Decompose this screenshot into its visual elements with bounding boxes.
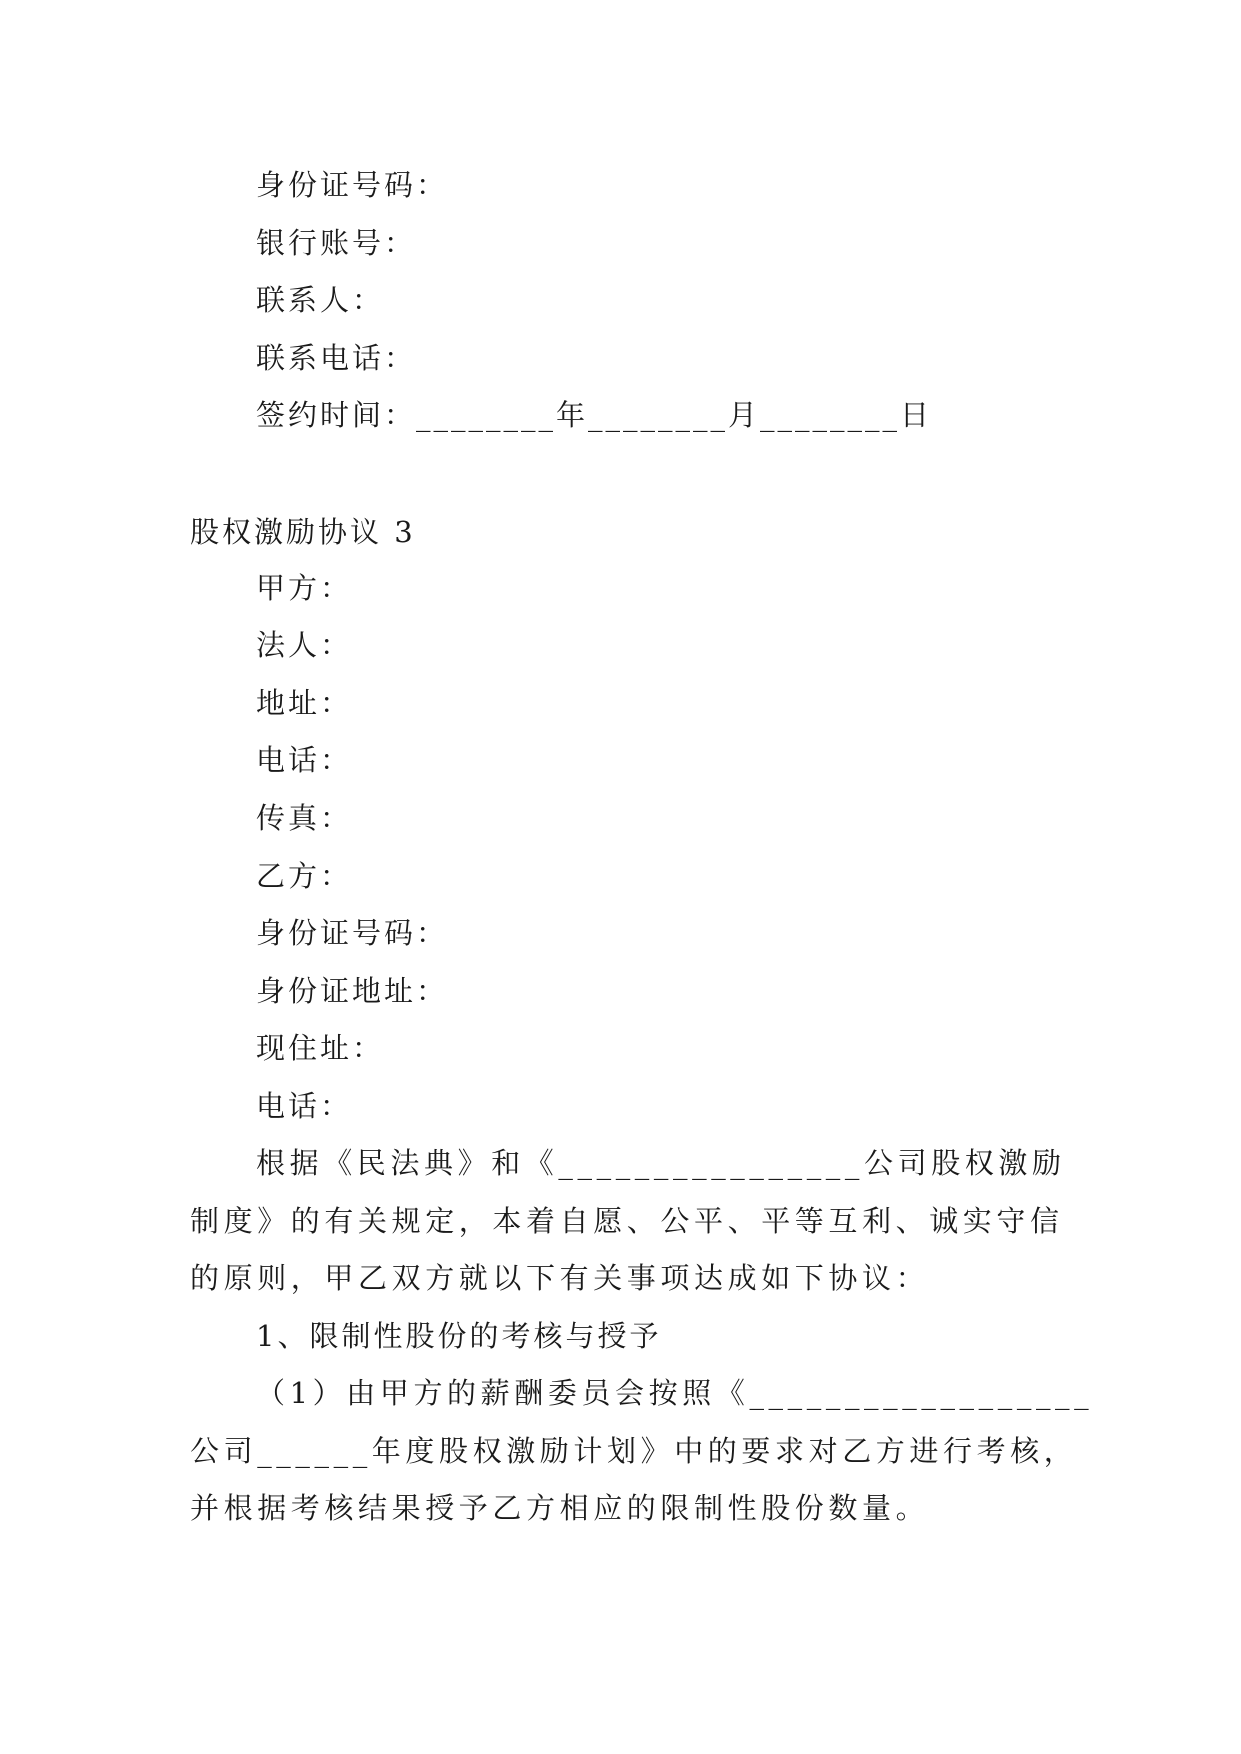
preamble-line-1: 根据《民法典》和《________________公司股权激励 [256, 1146, 1066, 1180]
party-a-phone: 电话： [256, 743, 353, 777]
field-sign-date: 签约时间：________年________月________日 [256, 398, 933, 432]
party-a-legal-rep: 法人： [256, 628, 353, 662]
field-contact-phone: 联系电话： [256, 341, 417, 375]
preamble-line-2: 制度》的有关规定，本着自愿、公平、平等互利、诚实守信 [190, 1204, 1064, 1238]
section-title: 股权激励协议 3 [190, 515, 416, 549]
party-b-current-address: 现住址： [256, 1031, 385, 1065]
party-b-phone: 电话： [256, 1089, 353, 1123]
field-contact-person: 联系人： [256, 283, 385, 317]
party-b-id-number: 身份证号码： [256, 916, 449, 950]
party-a-label: 甲方： [256, 571, 353, 605]
party-b-id-address: 身份证地址： [256, 974, 449, 1008]
party-b-label: 乙方： [256, 859, 353, 893]
party-a-address: 地址： [256, 686, 353, 720]
clause-1-sub-1-line-2: 公司______年度股权激励计划》中的要求对乙方进行考核， [190, 1434, 1078, 1468]
clause-1-heading: 1、限制性股份的考核与授予 [256, 1319, 662, 1353]
clause-1-sub-1-line-1: （1）由甲方的薪酬委员会按照《__________________ [256, 1376, 1094, 1410]
party-a-fax: 传真： [256, 801, 353, 835]
preamble-line-3: 的原则，甲乙双方就以下有关事项达成如下协议： [190, 1261, 930, 1295]
field-id-number: 身份证号码： [256, 168, 449, 202]
clause-1-sub-1-line-3: 并根据考核结果授予乙方相应的限制性股份数量。 [190, 1491, 930, 1525]
field-bank-account: 银行账号： [256, 226, 417, 260]
